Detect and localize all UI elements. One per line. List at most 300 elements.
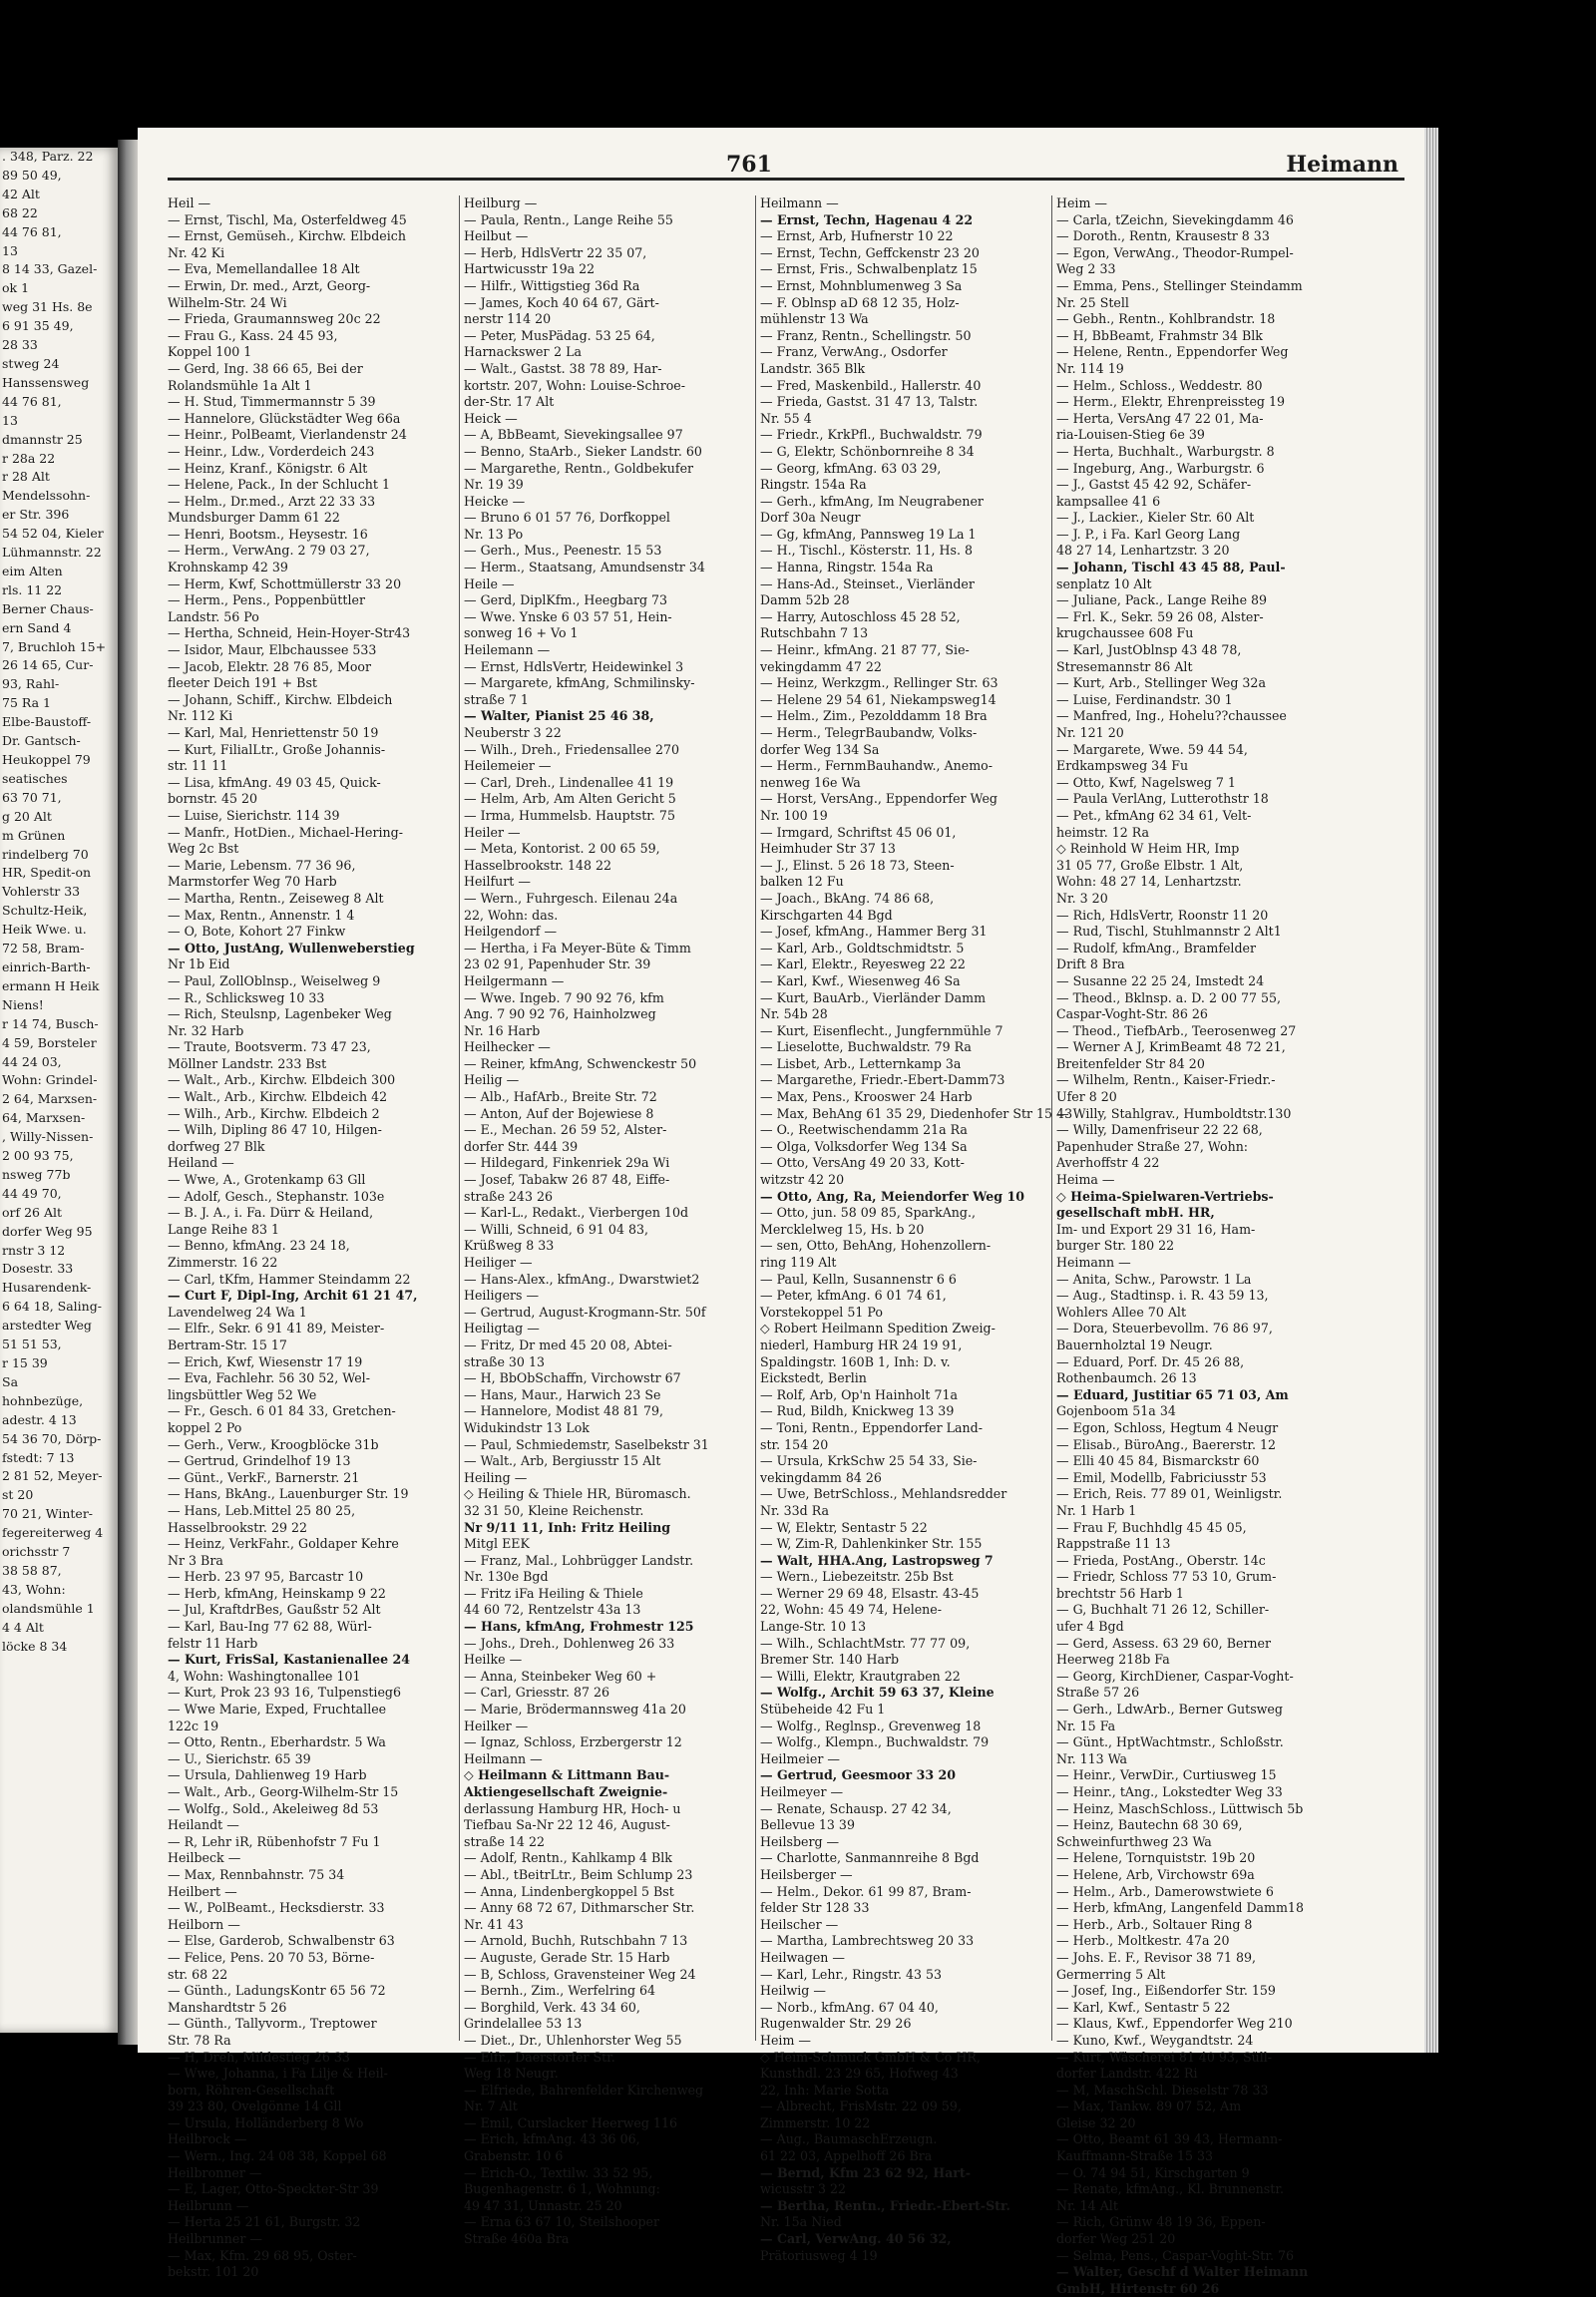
directory-entry: — Anny 68 72 67, Dithmarscher Str. — [464, 1900, 695, 1916]
surname-heading: Heilandt — — [168, 1817, 239, 1833]
directory-entry: — Georg, kfmAng. 63 03 29, — [760, 460, 942, 476]
directory-entry: vekingdamm 47 22 — [760, 658, 882, 674]
directory-entry: Nr. 112 Ki — [168, 708, 233, 724]
page-edge — [1424, 128, 1438, 2053]
directory-entry: Koppel 100 1 — [168, 344, 252, 360]
directory-entry: Nr. 15a Nied — [760, 2214, 842, 2230]
surname-heading: Heick — — [464, 410, 518, 426]
fragment-line: st 20 — [2, 1487, 34, 1503]
directory-entry: Rothenbaumch. 26 13 — [1056, 1370, 1197, 1386]
directory-entry: — Ernst, Gemüseh., Kirchw. Elbdeich — [168, 228, 406, 244]
fragment-line: Hanssensweg — [2, 374, 90, 390]
directory-entry: Nr. 32 Harb — [168, 1022, 244, 1038]
directory-entry: — Uwe, BetrSchloss., Mehlandsredder — [760, 1486, 1007, 1502]
directory-entry: — Otto, Kwf, Nagelsweg 7 1 — [1056, 774, 1236, 790]
directory-entry: — Karl, Kwf., Sentastr 5 22 — [1056, 1999, 1231, 2015]
directory-entry: — Lisbet, Arb., Letternkamp 3a — [760, 1055, 962, 1071]
directory-entry: Hasselbrookstr. 148 22 — [464, 857, 612, 873]
directory-entry: Bugenhagenstr. 6 1, Wohnung: — [464, 2181, 660, 2197]
directory-entry: Nr. 7 Alt — [464, 2099, 518, 2114]
fragment-line: löcke 8 34 — [2, 1638, 68, 1654]
directory-entry: — Günt., VerkF., Barnerstr. 21 — [168, 1469, 360, 1485]
directory-entry: — Martha, Rentn., Zeiseweg 8 Alt — [168, 890, 384, 906]
surname-heading: Heiling — — [464, 1469, 528, 1485]
surname-heading: Heilwagen — — [760, 1949, 846, 1965]
directory-entry: — Margarete, kfmAng, Schmilinsky- — [464, 675, 695, 691]
directory-entry: dorfer Landstr. 422 Ri — [1056, 2066, 1198, 2082]
surname-heading: Heilemeier — — [464, 758, 552, 774]
directory-entry: Stübeheide 42 Fu 1 — [760, 1702, 886, 1718]
directory-entry: — Max, Rentn., Annenstr. 1 4 — [168, 907, 355, 923]
fragment-line: 75 Ra 1 — [2, 695, 51, 711]
directory-entry: straße 7 1 — [464, 691, 529, 707]
fragment-line: 64, Marxsen- — [2, 1110, 86, 1126]
fragment-line: r 28 Alt — [2, 469, 50, 485]
directory-entry: — Carl, VerwAng. 40 56 32, — [760, 2231, 952, 2247]
fragment-line: Dosestr. 33 — [2, 1261, 74, 1277]
directory-entry: Rolandsmühle 1a Alt 1 — [168, 377, 312, 393]
surname-heading: Heilgermann — — [464, 972, 565, 988]
directory-entry: — O., Reetwischendamm 21a Ra — [760, 1122, 968, 1138]
surname-heading: Heiland — — [168, 1155, 234, 1171]
directory-entry: str. 68 22 — [168, 1966, 228, 1982]
surname-heading: Heilgendorf — — [464, 924, 558, 940]
directory-entry: — Ignaz, Schloss, Erzbergerstr 12 — [464, 1734, 682, 1750]
directory-entry: 61 22 03, Appelhoff 26 Bra — [760, 2148, 933, 2164]
surname-heading: Heiligtag — — [464, 1321, 540, 1337]
directory-entry: — Abl., tBeitrLtr., Beim Schlump 23 — [464, 1866, 693, 1882]
fragment-line: Dr. Gantsch- — [2, 733, 81, 749]
fragment-line: ern Sand 4 — [2, 619, 72, 635]
directory-entry: — Erich, Reis. 77 89 01, Weinligstr. — [1056, 1486, 1283, 1502]
surname-heading: Heiligers — — [464, 1288, 540, 1304]
directory-entry: str. 154 20 — [760, 1436, 829, 1452]
fragment-line: 54 52 04, Kieler — [2, 526, 104, 542]
directory-entry: — Helene, Arb, Virchowstr 69a — [1056, 1866, 1255, 1882]
directory-entry: Gleise 32 20 — [1056, 2114, 1136, 2130]
fragment-line: 28 33 — [2, 337, 38, 353]
directory-entry: — Josef, kfmAng., Hammer Berg 31 — [760, 924, 988, 940]
directory-entry: Hasselbrookstr. 29 22 — [168, 1519, 307, 1535]
directory-entry: — Herm., Elektr, Ehrenpreissteg 19 — [1056, 394, 1285, 410]
directory-entry: 31 05 77, Große Elbstr. 1 Alt, — [1056, 857, 1244, 873]
directory-entry: — Johs., Dreh., Dohlenweg 26 33 — [464, 1635, 675, 1651]
directory-entry: — Walt., Arb., Kirchw. Elbdeich 300 — [168, 1072, 396, 1088]
directory-entry: — Karl, Mal, Henriettenstr 50 19 — [168, 725, 379, 740]
fragment-line: orichsstr 7 — [2, 1544, 71, 1560]
directory-entry: — Carla, tZeichn, Sievekingdamm 46 — [1056, 211, 1294, 227]
directory-entry: — Marie, Lebensm. 77 36 96, — [168, 857, 356, 873]
directory-entry: — Erich-O., Textilw. 33 52 95, — [464, 2164, 653, 2180]
directory-entry: 49 47 31, Unnastr. 25 20 — [464, 2197, 622, 2213]
directory-entry: Rappstraße 11 13 — [1056, 1536, 1171, 1552]
fragment-line: 4 59, Borsteler — [2, 1034, 97, 1050]
directory-entry: — F. Oblnsp aD 68 12 35, Holz- — [760, 294, 960, 310]
directory-entry: Nr. 113 Wa — [1056, 1750, 1128, 1766]
fragment-line: orf 26 Alt — [2, 1204, 63, 1220]
directory-entry: — Carl, Griesstr. 87 26 — [464, 1685, 610, 1701]
directory-entry: — Elfriede, Bahrenfelder Kirchenweg — [464, 2082, 704, 2098]
directory-entry: — Renate, Schausp. 27 42 34, — [760, 1800, 952, 1816]
directory-entry: — Anna, Steinbeker Weg 60 + — [464, 1668, 657, 1684]
directory-entry: — Manfred, Ing., Hohelu??chaussee — [1056, 708, 1287, 724]
surname-heading: Heilemann — — [464, 642, 551, 658]
directory-entry: Tiefbau Sa-Nr 22 12 46, August- — [464, 1817, 670, 1833]
directory-entry: GmbH, Hirtenstr 60 26 — [1056, 2280, 1220, 2296]
directory-entry: — Benno, StaArb., Sieker Landstr. 60 — [464, 443, 702, 459]
directory-entry: — Emil, Modellb, Fabriciusstr 53 — [1056, 1469, 1267, 1485]
directory-entry: — Helene 29 54 61, Niekampsweg14 — [760, 691, 997, 707]
surname-heading: Heilbrunn — — [168, 2197, 249, 2213]
surname-heading: Heilmeyer — — [760, 1784, 844, 1799]
directory-entry: nerstr 114 20 — [464, 311, 552, 327]
directory-entry: — Karl, Kwf., Wiesenweg 46 Sa — [760, 972, 961, 988]
directory-entry: — Margarethe, Friedr.-Ebert-Damm73 — [760, 1072, 1005, 1088]
directory-entry: — Helm., Dekor. 61 99 87, Bram- — [760, 1883, 972, 1899]
directory-entry: — Georg, KirchDiener, Caspar-Voght- — [1056, 1668, 1294, 1684]
surname-heading: Heilborn — — [168, 1916, 240, 1932]
directory-entry: Weg 2 33 — [1056, 261, 1116, 277]
directory-entry: Zimmerstr. 10 22 — [760, 2114, 871, 2130]
surname-heading: Heilbrunner — — [168, 2231, 262, 2247]
page-number: 761 — [726, 152, 772, 178]
directory-entry: Ringstr. 154a Ra — [760, 477, 867, 493]
directory-entry: ufer 4 Bgd — [1056, 1619, 1124, 1635]
directory-entry: — B, Schloss, Gravensteiner Weg 24 — [464, 1966, 696, 1982]
directory-entry: — Max, Tankw. 89 07 52, Am — [1056, 2099, 1242, 2114]
directory-entry: Aktiengesellschaft Zweignie- — [464, 1784, 668, 1799]
fragment-line: dorfer Weg 95 — [2, 1223, 93, 1239]
surname-heading: Heima — — [1056, 1172, 1115, 1188]
directory-entry: — Pet., kfmAng 62 34 61, Velt- — [1056, 807, 1252, 823]
fragment-line: ok 1 — [2, 280, 30, 296]
directory-entry: vekingdamm 84 26 — [760, 1469, 882, 1485]
fragment-line: fegereiterweg 4 — [2, 1525, 104, 1541]
directory-entry: — Elfr., Sekr. 6 91 41 89, Meister- — [168, 1321, 385, 1337]
directory-entry: — Friedr., KrkPfl., Buchwaldstr. 79 — [760, 427, 983, 443]
directory-entry: — J. P., i Fa. Karl Georg Lang — [1056, 526, 1241, 542]
directory-entry: Nr 9/11 11, Inh: Fritz Heiling — [464, 1519, 671, 1535]
directory-entry: — Wolfg., Klempn., Buchwaldstr. 79 — [760, 1734, 990, 1750]
directory-entry: straße 14 22 — [464, 1833, 545, 1849]
fragment-line: 54 36 70, Dörp- — [2, 1430, 102, 1446]
directory-entry: — Frieda, Graumannsweg 20c 22 — [168, 311, 381, 327]
directory-entry: — Rich, HdlsVertr, Roonstr 11 20 — [1056, 907, 1269, 923]
directory-entry: — Anton, Auf der Bojewiese 8 — [464, 1105, 654, 1121]
surname-heading: Heiler — — [464, 824, 521, 840]
directory-entry: — Heinr., kfmAng. 21 87 77, Sie- — [760, 642, 970, 658]
directory-entry: Weg 18 Neugr. — [464, 2066, 559, 2082]
directory-entry: der-Str. 17 Alt — [464, 394, 555, 410]
directory-entry: Nr. 42 Ki — [168, 244, 225, 260]
fragment-line: 44 24 03, — [2, 1053, 62, 1069]
directory-entry: — Karl, Bau-Ing 77 62 88, Würl- — [168, 1619, 372, 1635]
directory-entry: ◇ Heima-Spielwaren-Vertriebs- — [1056, 1188, 1274, 1204]
directory-entry: — Adolf, Gesch., Stephanstr. 103e — [168, 1188, 385, 1204]
directory-entry: Mercklelweg 15, Hs. b 20 — [760, 1221, 925, 1237]
directory-entry: Heerweg 218b Fa — [1056, 1652, 1170, 1668]
directory-entry: Nr 1b Eid — [168, 957, 230, 972]
directory-entry: Prätoriusweg 4 19 — [760, 2247, 878, 2263]
directory-entry: — Herm., TelegrBaubandw, Volks- — [760, 725, 978, 740]
fragment-line: 42 Alt — [2, 186, 40, 201]
directory-entry: — W, Zim-R, Dahlenkinker Str. 155 — [760, 1536, 983, 1552]
directory-entry: — Otto, JustAng, Wullenweberstieg — [168, 940, 415, 956]
directory-entry: born, Röhren-Gesellschaft — [168, 2082, 335, 2098]
fragment-line: Mendelssohn- — [2, 488, 91, 504]
directory-entry: — Hanna, Ringstr. 154a Ra — [760, 560, 934, 575]
directory-entry: — Bertha, Rentn., Friedr.-Ebert-Str. — [760, 2197, 1010, 2213]
directory-entry: — W, Elektr, Sentastr 5 22 — [760, 1519, 928, 1535]
directory-entry: — Paula, Rentn., Lange Reihe 55 — [464, 211, 673, 227]
directory-entry: — Max, Rennbahnstr. 75 34 — [168, 1866, 345, 1882]
directory-entry: — Heinr., VerwDir., Curtiusweg 15 — [1056, 1767, 1277, 1783]
directory-entry: — Gebh., Rentn., Kohlbrandstr. 18 — [1056, 311, 1276, 327]
directory-entry: — Kurt, Arb., Stellinger Weg 32a — [1056, 675, 1266, 691]
fragment-line: Heukoppel 79 — [2, 752, 91, 767]
surname-heading: Heile — — [464, 575, 515, 591]
directory-entry: — Erich, Kwf, Wiesenstr 17 19 — [168, 1353, 363, 1369]
surname-heading: Heilbert — — [168, 1883, 237, 1899]
directory-entry: Averhoffstr 4 22 — [1056, 1155, 1160, 1171]
directory-entry: — O. 74 94 51, Kirschgarten 9 — [1056, 2164, 1250, 2180]
directory-entry: Wilhelm-Str. 24 Wi — [168, 294, 287, 310]
directory-entry: — Gertrud, August-Krogmann-Str. 50f — [464, 1304, 706, 1320]
directory-entry: — Gerd, Assess. 63 29 60, Berner — [1056, 1635, 1272, 1651]
directory-entry: — Rudolf, kfmAng., Bramfelder — [1056, 940, 1256, 956]
directory-entry: — Traute, Bootsverm. 73 47 23, — [168, 1039, 371, 1055]
directory-entry: — Martha, Lambrechtsweg 20 33 — [760, 1933, 975, 1949]
directory-entry: — G, Elektr, Schönbornreihe 8 34 — [760, 443, 975, 459]
directory-entry: — Willy, Stahlgrav., Humboldtstr.130 — [1056, 1105, 1292, 1121]
directory-entry: — Eduard, Justitiar 65 71 03, Am — [1056, 1386, 1289, 1402]
directory-entry: — Klaus, Kwf., Eppendorfer Weg 210 — [1056, 2016, 1293, 2032]
directory-entry: — Otto, jun. 58 09 85, SparkAng., — [760, 1205, 976, 1221]
directory-entry: — Kurt, Wäscherei 81 40 93, Süll- — [1056, 2049, 1273, 2065]
directory-entry: — Paul, Kelln, Susannenstr 6 6 — [760, 1271, 957, 1287]
directory-entry: — Helm, Arb, Am Alten Gericht 5 — [464, 791, 676, 807]
fragment-line: Heik Wwe. u. — [2, 922, 87, 938]
directory-entry: — Otto, VersAng 49 20 33, Kott- — [760, 1155, 965, 1171]
directory-entry: — Charlotte, Sanmannreihe 8 Bgd — [760, 1850, 980, 1866]
directory-column-2 — [464, 195, 756, 2247]
directory-entry: dorfweg 27 Blk — [168, 1138, 265, 1154]
fragment-line: , Willy-Nissen- — [2, 1129, 94, 1145]
directory-entry: — Willi, Schneid, 6 91 04 83, — [464, 1221, 648, 1237]
directory-entry: — Otto, Beamt 61 39 43, Hermann- — [1056, 2131, 1283, 2147]
directory-entry: — Wwe Marie, Exped, Fruchtallee — [168, 1702, 387, 1718]
directory-entry: — Herm., FernmBauhandw., Anemo- — [760, 758, 993, 774]
directory-entry: — Erwin, Dr. med., Arzt, Georg- — [168, 277, 371, 293]
fragment-line: 2 64, Marxsen- — [2, 1091, 98, 1107]
fragment-line: 70 21, Winter- — [2, 1506, 94, 1522]
directory-entry: — Fritz, Dr med 45 20 08, Abtei- — [464, 1337, 672, 1352]
fragment-line: rnstr 3 12 — [2, 1242, 66, 1258]
directory-entry: Wohlers Allee 70 Alt — [1056, 1304, 1187, 1320]
directory-entry: senplatz 10 Alt — [1056, 575, 1152, 591]
fragment-line: 6 64 18, Saling- — [2, 1299, 102, 1315]
directory-entry: — Hannelore, Modist 48 81 79, — [464, 1403, 664, 1419]
directory-entry: — Peter, MusPädag. 53 25 64, — [464, 327, 655, 343]
directory-entry: — Luise, Sierichstr. 114 39 — [168, 807, 340, 823]
directory-entry: Straße 57 26 — [1056, 1685, 1140, 1701]
directory-entry: — Herta, Buchhalt., Warburgstr. 8 — [1056, 443, 1275, 459]
fragment-line: m Grünen — [2, 827, 66, 843]
directory-entry: Lavendelweg 24 Wa 1 — [168, 1304, 307, 1320]
directory-entry: Widukindstr 13 Lok — [464, 1419, 590, 1435]
directory-entry: straße 243 26 — [464, 1188, 553, 1204]
directory-entry: — Renate, kfmAng., Kl. Brunnenstr. — [1056, 2181, 1284, 2197]
directory-entry: — Doroth., Rentn, Krausestr 8 33 — [1056, 228, 1270, 244]
surname-heading: Heil — — [168, 195, 211, 210]
directory-entry: ◇ Heilmann & Littmann Bau- — [464, 1767, 670, 1783]
directory-entry: Nr. 3 20 — [1056, 890, 1108, 906]
page-header — [168, 142, 1404, 182]
directory-entry: — H. Stud, Timmermannstr 5 39 — [168, 394, 376, 410]
fragment-line: eim Alten — [2, 563, 63, 578]
directory-entry: — Hilfr., Wittigstieg 36d Ra — [464, 277, 640, 293]
directory-entry: — Benno, kfmAng. 23 24 18, — [168, 1238, 350, 1254]
directory-entry: — Paul, ZollOblnsp., Weiselweg 9 — [168, 972, 381, 988]
directory-entry: — Ernst, Techn, Hagenau 4 22 — [760, 211, 974, 227]
directory-entry: — Ursula, Dahlienweg 19 Harb — [168, 1767, 367, 1783]
directory-entry: — Egon, Schloss, Hegtum 4 Neugr — [1056, 1419, 1279, 1435]
surname-heading: Heilmann — — [760, 195, 839, 210]
directory-entry: — Herm., Pens., Poppenbüttler — [168, 592, 365, 608]
fragment-line: 38 58 87, — [2, 1562, 62, 1578]
directory-entry: Im- und Export 29 31 16, Ham- — [1056, 1221, 1256, 1237]
directory-entry: — Heinz, Bautechn 68 30 69, — [1056, 1817, 1243, 1833]
header-rule — [168, 178, 1404, 181]
directory-entry: — Margarethe, Rentn., Goldbekufer — [464, 460, 694, 476]
directory-entry: — Friedr, Schloss 77 53 10, Grum- — [1056, 1569, 1277, 1585]
directory-entry: — Ernst, Techn, Geffckenstr 23 20 — [760, 244, 980, 260]
directory-entry: — Hans, Leb.Mittel 25 80 25, — [168, 1502, 356, 1518]
directory-entry: — Ernst, Mohnblumenweg 3 Sa — [760, 277, 963, 293]
fragment-line: 89 50 49, — [2, 167, 62, 183]
directory-entry: — Frieda, Gastst. 31 47 13, Talstr. — [760, 394, 979, 410]
fragment-line: Berner Chaus- — [2, 600, 94, 616]
directory-entry: — Johs. E. F., Revisor 38 71 89, — [1056, 1949, 1257, 1965]
fragment-line: Elbe-Baustoff- — [2, 714, 92, 730]
directory-entry: — Frau F, Buchhdlg 45 45 05, — [1056, 1519, 1247, 1535]
directory-entry: Damm 52b 28 — [760, 592, 850, 608]
directory-entry: — Heinr., Ldw., Vorderdeich 243 — [168, 443, 375, 459]
directory-entry: Krohnskamp 42 39 — [168, 560, 288, 575]
directory-entry: Eickstedt, Berlin — [760, 1370, 867, 1386]
directory-entry: — Gertrud, Grindelhof 19 13 — [168, 1453, 351, 1469]
directory-entry: — Willy, Damenfriseur 22 22 68, — [1056, 1122, 1263, 1138]
directory-entry: Mundsburger Damm 61 22 — [168, 510, 340, 526]
directory-entry: Lange Reihe 83 1 — [168, 1221, 280, 1237]
directory-entry: Harnackswег 2 La — [464, 344, 582, 360]
directory-entry: — Hans-Alex., kfmAng., Dwarstwiet2 — [464, 1271, 700, 1287]
directory-entry: 32 31 50, Kleine Reichenstr. — [464, 1502, 644, 1518]
directory-entry: — Walt., Gastst. 38 78 89, Har- — [464, 360, 662, 376]
directory-entry: Neuberstr 3 22 — [464, 725, 562, 740]
fragment-line: 13 — [2, 242, 18, 258]
directory-entry: 44 60 72, Rentzelstr 43a 13 — [464, 1602, 641, 1618]
directory-entry: — Rud, Bildh, Knickweg 13 39 — [760, 1403, 955, 1419]
directory-entry: — Walt, HHA.Ang, Lastropsweg 7 — [760, 1552, 994, 1568]
directory-entry: — Gerh., kfmAng, Im Neugrabener — [760, 493, 984, 509]
directory-entry: — Wwe. Ynske 6 03 57 51, Hein- — [464, 608, 672, 624]
directory-entry: sonweg 16 + Vo 1 — [464, 625, 579, 641]
directory-entry: — Walter, Pianist 25 46 38, — [464, 708, 654, 724]
fragment-line: 93, Rahl- — [2, 676, 60, 692]
directory-entry: ring 119 Alt — [760, 1255, 837, 1270]
directory-entry: Zimmerstr. 16 22 — [168, 1255, 278, 1270]
directory-entry: — Horst, VersAng., Eppendorfer Weg — [760, 791, 998, 807]
directory-entry: — Jacob, Elektr. 28 76 85, Moor — [168, 658, 372, 674]
directory-entry: — B. J. A., i. Fa. Dürr & Heiland, — [168, 1205, 374, 1221]
directory-entry: — Gerh., Verw., Kroogblöcke 31b — [168, 1436, 379, 1452]
fragment-line: er Str. 396 — [2, 507, 70, 523]
directory-entry: — Dora, Steuerbevollm. 76 86 97, — [1056, 1321, 1273, 1337]
surname-heading: Heilsberger — — [760, 1866, 853, 1882]
directory-entry: Nr. 41 43 — [464, 1916, 524, 1932]
fragment-line: weg 31 Hs. 8e — [2, 299, 93, 315]
directory-entry: 22, Inh: Marie Sotta — [760, 2082, 890, 2098]
directory-entry: — Kurt, Prok 23 93 16, Tulpenstieg6 — [168, 1685, 401, 1701]
directory-entry: 22, Wohn: 45 49 74, Helene- — [760, 1602, 942, 1618]
directory-entry: — Ursula, Holländerberg 8 Wo — [168, 2114, 364, 2130]
directory-entry: Landstr. 365 Blk — [760, 360, 866, 376]
directory-entry: — Diet., Dr., Uhlenhorster Weg 55 — [464, 2032, 682, 2048]
directory-entry: — Frau G., Kass. 24 45 93, — [168, 327, 338, 343]
fragment-line: r 28a 22 — [2, 450, 56, 466]
directory-entry: Nr. 54b 28 — [760, 1006, 828, 1022]
directory-entry: — Ingeburg, Ang., Warburgstr. 6 — [1056, 460, 1265, 476]
directory-entry: — Elfr., Daerstorfer Str. — [464, 2049, 615, 2065]
directory-entry: Heimhuder Str 37 13 — [760, 841, 896, 857]
directory-page — [138, 128, 1424, 2296]
fragment-line: fstedt: 7 13 — [2, 1449, 75, 1465]
directory-entry: — Olga, Volksdorfer Weg 134 Sa — [760, 1138, 968, 1154]
surname-heading: Heim — — [1056, 195, 1108, 210]
directory-entry: Caspar-Voght-Str. 86 26 — [1056, 1006, 1208, 1022]
directory-entry: — Wilhelm, Rentn., Kaiser-Friedr.- — [1056, 1072, 1276, 1088]
directory-entry: 22, Wohn: das. — [464, 907, 559, 923]
surname-heading: Heilsberg — — [760, 1833, 840, 1849]
directory-entry: — Heinr., PolBeamt, Vierlandenstr 24 — [168, 427, 407, 443]
directory-entry: — Herm, Kwf, Schottmüllerstr 33 20 — [168, 575, 402, 591]
directory-entry: — Heinz, VerkFahr., Goldaper Kehre — [168, 1536, 399, 1552]
directory-entry: — Walt., Arb., Georg-Wilhelm-Str 15 — [168, 1784, 399, 1799]
directory-entry: — G, Buchhalt 71 26 12, Schiller- — [1056, 1602, 1270, 1618]
directory-entry: ◇ Heim-Schmuck GmbH & Co HR, — [760, 2049, 981, 2065]
directory-entry: heimstr. 12 Ra — [1056, 824, 1150, 840]
directory-entry: — Ernst, HdlsVertr, Heidewinkel 3 — [464, 658, 684, 674]
directory-entry: — Rud, Tischl, Stuhlmannstr 2 Alt1 — [1056, 924, 1282, 940]
directory-entry: Ang. 7 90 92 76, Hainholzweg — [464, 1006, 656, 1022]
directory-entry: — Wern., Ing. 24 08 38, Koppel 68 — [168, 2148, 387, 2164]
directory-entry: — Werner A J, KrimBeamt 48 72 21, — [1056, 1039, 1286, 1055]
directory-entry: — Aug., BaumaschErzeugn. — [760, 2131, 938, 2147]
directory-entry: — Eduard, Porf. Dr. 45 26 88, — [1056, 1353, 1245, 1369]
directory-entry: Drift 8 Bra — [1056, 957, 1125, 972]
directory-entry: — Walter, Geschf d Walter Heimann — [1056, 2264, 1309, 2280]
fragment-line: g 20 Alt — [2, 808, 52, 824]
directory-entry: — Bernd, Kfm 23 62 92, Hart- — [760, 2164, 971, 2180]
directory-entry: — Wilh., Arb., Kirchw. Elbdeich 2 — [168, 1105, 380, 1121]
directory-entry: — Helene, Rentn., Eppendorfer Weg — [1056, 344, 1289, 360]
directory-entry: — Reiner, kfmAng, Schwenckestr 50 — [464, 1055, 697, 1071]
directory-entry: koppel 2 Po — [168, 1419, 242, 1435]
directory-entry: — Selma, Pens., Caspar-Voght-Str. 76 — [1056, 2247, 1295, 2263]
surname-heading: Heilbrock — — [168, 2131, 247, 2147]
fragment-line: Schultz-Heik, — [2, 903, 88, 919]
